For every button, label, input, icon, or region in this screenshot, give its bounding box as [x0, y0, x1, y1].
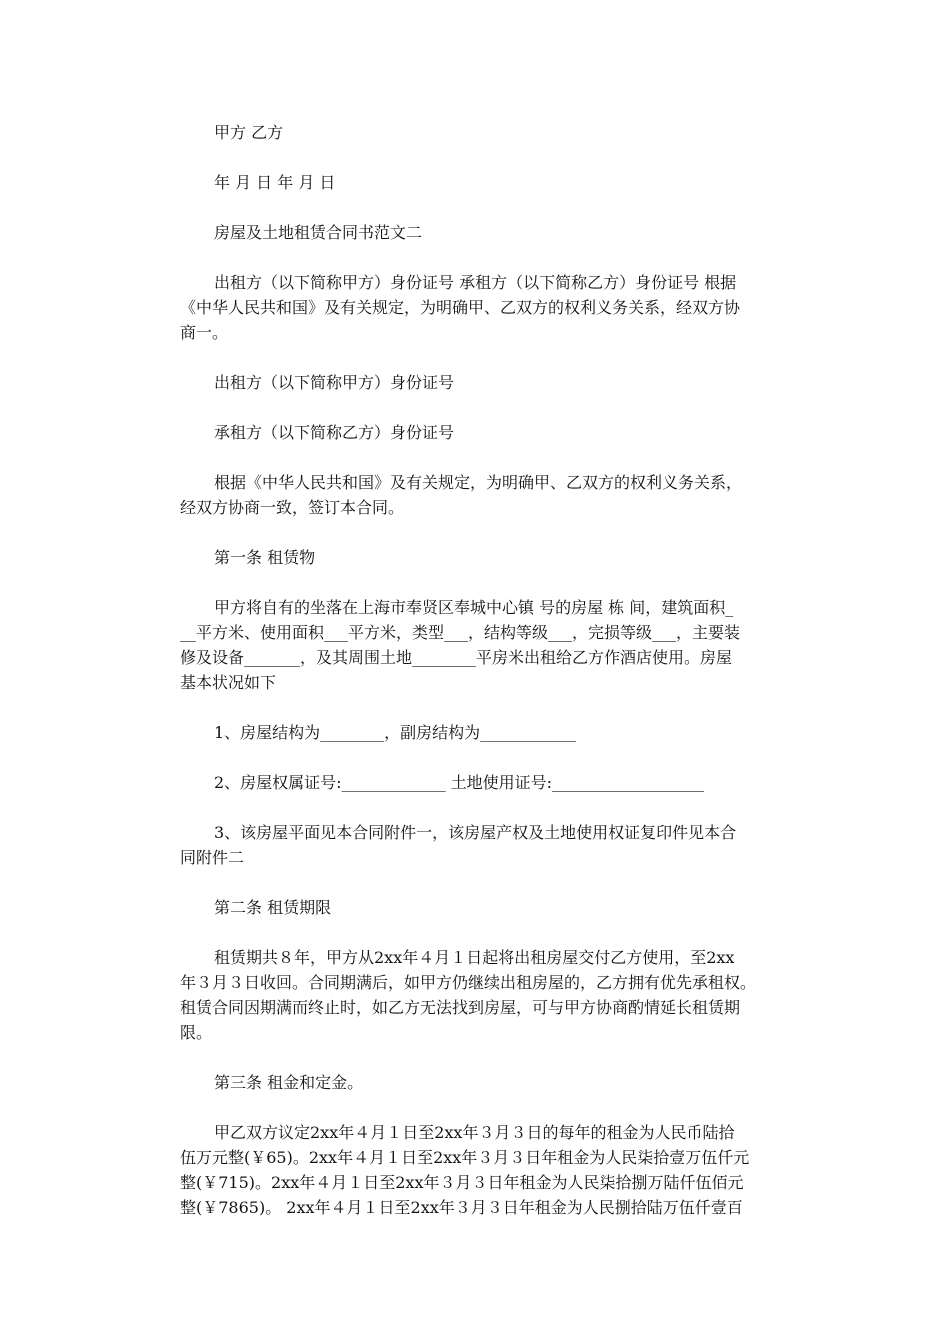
paragraph-line: 《中华人民共和国》及有关规定，为明确甲、乙双方的权利义务关系，经双方协 [180, 298, 741, 317]
paragraph-line: 第二条 租赁期限 [214, 898, 332, 917]
paragraph-line: 限。 [180, 1023, 213, 1042]
paragraph [180, 370, 780, 395]
paragraph [180, 270, 780, 345]
paragraph-line: 第一条 租赁物 [214, 548, 316, 567]
paragraph-line: 甲方将自有的坐落在上海市奉贤区奉城中心镇 号的房屋 栋 间，建筑面积_ [214, 598, 734, 617]
paragraph-line: 基本状况如下 [180, 673, 277, 692]
paragraph [180, 945, 780, 1045]
paragraph-line: 同附件二 [180, 848, 245, 867]
paragraph [180, 770, 780, 795]
paragraph-line: 整(￥7865)。 2xx年４月１日至2xx年３月３日年租金为人民捌拾陆万伍仟壹百 [180, 1198, 743, 1217]
paragraph [180, 820, 780, 870]
paragraph-line: 根据《中华人民共和国》及有关规定，为明确甲、乙双方的权利义务关系， [214, 473, 743, 492]
paragraph-line: 商一。 [180, 323, 229, 342]
paragraph [180, 420, 780, 445]
paragraph-line: 修及设备_______，及其周围土地________平房米出租给乙方作酒店使用。房屋 [180, 648, 733, 667]
paragraph-line: 年３月３日收回。合同期满后，如甲方仍继续出租房屋的，乙方拥有优先承租权。 [180, 973, 757, 992]
paragraph-line: 2、房屋权属证号:_____________ 土地使用证号:___________________ [214, 773, 705, 792]
paragraph [180, 545, 780, 570]
paragraph [180, 120, 780, 145]
paragraph-line: 承租方（以下简称乙方）身份证号 [214, 423, 455, 442]
paragraph [180, 470, 780, 520]
paragraph-line: 甲方 乙方 [214, 123, 284, 142]
paragraph-line: 房屋及土地租赁合同书范文二 [214, 223, 423, 242]
paragraph-line: 租赁期共８年，甲方从2xx年４月１日起将出租房屋交付乙方使用，至2xx [214, 948, 735, 967]
paragraph-line: 伍万元整(￥65)。2xx年４月１日至2xx年３月３日年租金为人民柒拾壹万伍仟元 [180, 1148, 750, 1167]
paragraph-line: __平方米、使用面积___平方米，类型___，结构等级___，完损等级___，主要装 [180, 623, 741, 642]
paragraph-line: 经双方协商一致，签订本合同。 [180, 498, 405, 517]
paragraph-line: 甲乙双方议定2xx年４月１日至2xx年３月３日的每年的租金为人民币陆拾 [214, 1123, 735, 1142]
paragraph [180, 720, 780, 745]
paragraph [180, 170, 780, 195]
paragraph-line: 第三条 租金和定金。 [214, 1073, 364, 1092]
paragraph [180, 1070, 780, 1095]
document-page [180, 120, 780, 1245]
paragraph-line: 整(￥715)。2xx年４月１日至2xx年３月３日年租金为人民柒拾捌万陆仟伍佰元 [180, 1173, 744, 1192]
paragraph [180, 595, 780, 695]
paragraph-line: 3、该房屋平面见本合同附件一，该房屋产权及土地使用权证复印件见本合 [214, 823, 737, 842]
paragraph-line: 1、房屋结构为________，副房结构为____________ [214, 723, 577, 742]
paragraph [180, 220, 780, 245]
paragraph-line: 出租方（以下简称甲方）身份证号 [214, 373, 455, 392]
paragraph [180, 1120, 780, 1220]
paragraph-line: 年 月 日 年 月 日 [214, 173, 336, 192]
paragraph-line: 出租方（以下简称甲方）身份证号 承租方（以下简称乙方）身份证号 根据 [214, 273, 737, 292]
paragraph-line: 租赁合同因期满而终止时，如乙方无法找到房屋，可与甲方协商酌情延长租赁期 [180, 998, 741, 1017]
paragraph [180, 895, 780, 920]
